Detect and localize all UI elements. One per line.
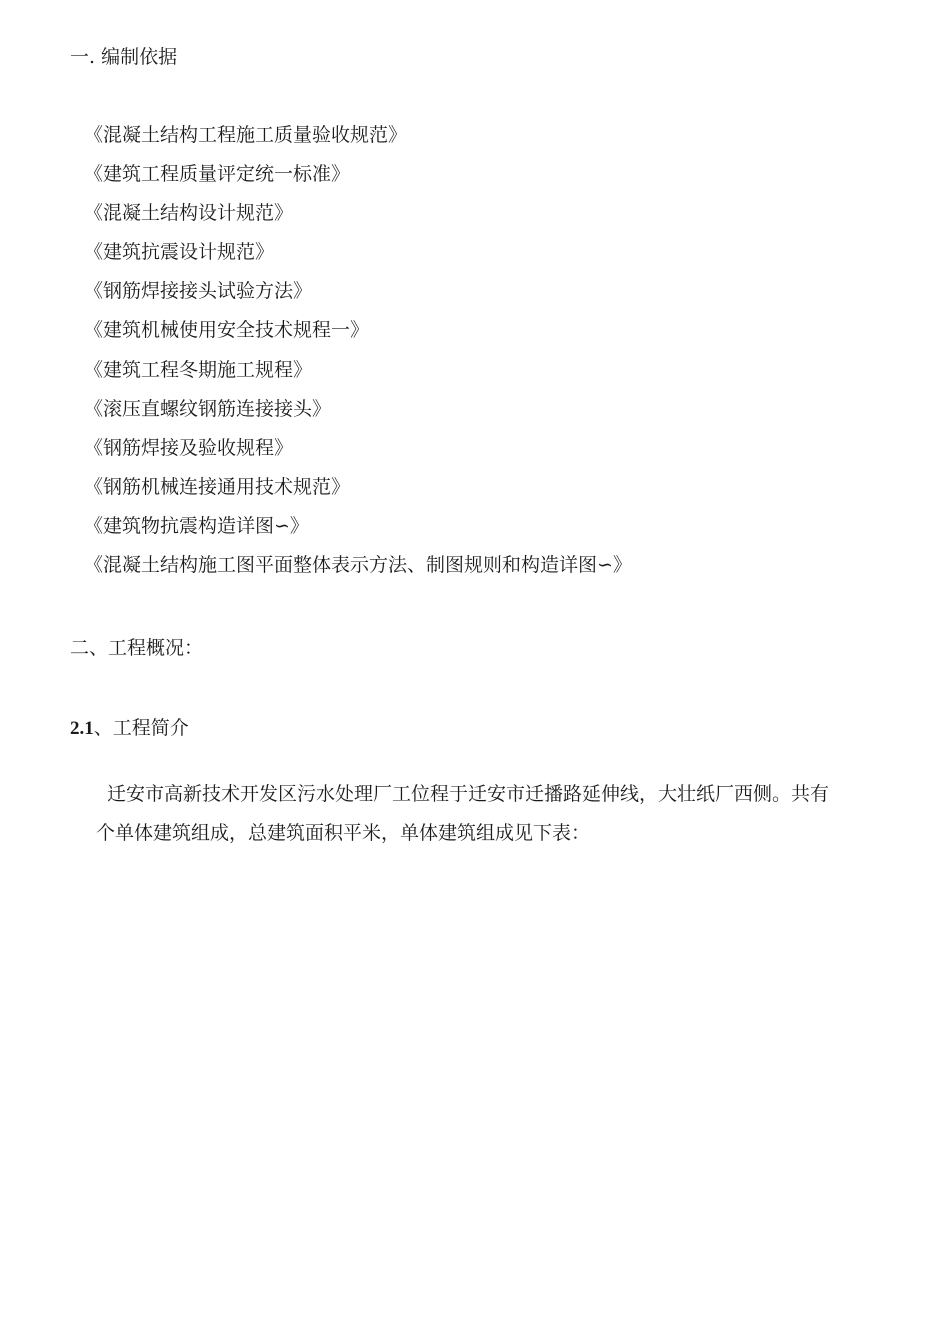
- reference-item: 《建筑抗震设计规范》: [84, 241, 275, 264]
- reference-item: 《建筑物抗震构造详图∽》: [84, 514, 309, 537]
- reference-item: 《滚压直螺纹钢筋连接接头》: [84, 397, 332, 420]
- reference-item: 《钢筋机械连接通用技术规范》: [84, 475, 351, 498]
- reference-item: 《建筑机械使用安全技术规程一》: [84, 319, 370, 342]
- reference-item: 《混凝土结构工程施工质量验收规范》: [84, 124, 408, 146]
- section-heading-overview: 二、工程概况：: [70, 637, 204, 659]
- subsection-number: 2.1: [70, 718, 94, 739]
- subsection-heading-intro: [70, 715, 189, 742]
- intro-paragraph-line-2: 个单体建筑组成，总建筑面积平米，单体建筑组成见下表：: [96, 822, 591, 844]
- reference-item: 《建筑工程质量评定统一标准》: [84, 163, 351, 186]
- reference-item: 《钢筋焊接及验收规程》: [84, 436, 294, 459]
- section-heading-basis: 一. 编制依据: [70, 46, 178, 68]
- reference-item: 《钢筋焊接接头试验方法》: [84, 280, 313, 303]
- intro-paragraph-line-1: 迁安市高新技术开发区污水处理厂工位程于迁安市迁播路延伸线，大壮纸厂西侧。共有: [107, 783, 830, 805]
- reference-item: 《混凝土结构设计规范》: [84, 202, 294, 225]
- reference-item: 《混凝土结构施工图平面整体表示方法、制图规则和构造详图∽》: [84, 554, 632, 577]
- subsection-title: 、工程简介: [93, 717, 189, 739]
- reference-item: 《建筑工程冬期施工规程》: [84, 358, 313, 381]
- reference-list: [84, 122, 632, 591]
